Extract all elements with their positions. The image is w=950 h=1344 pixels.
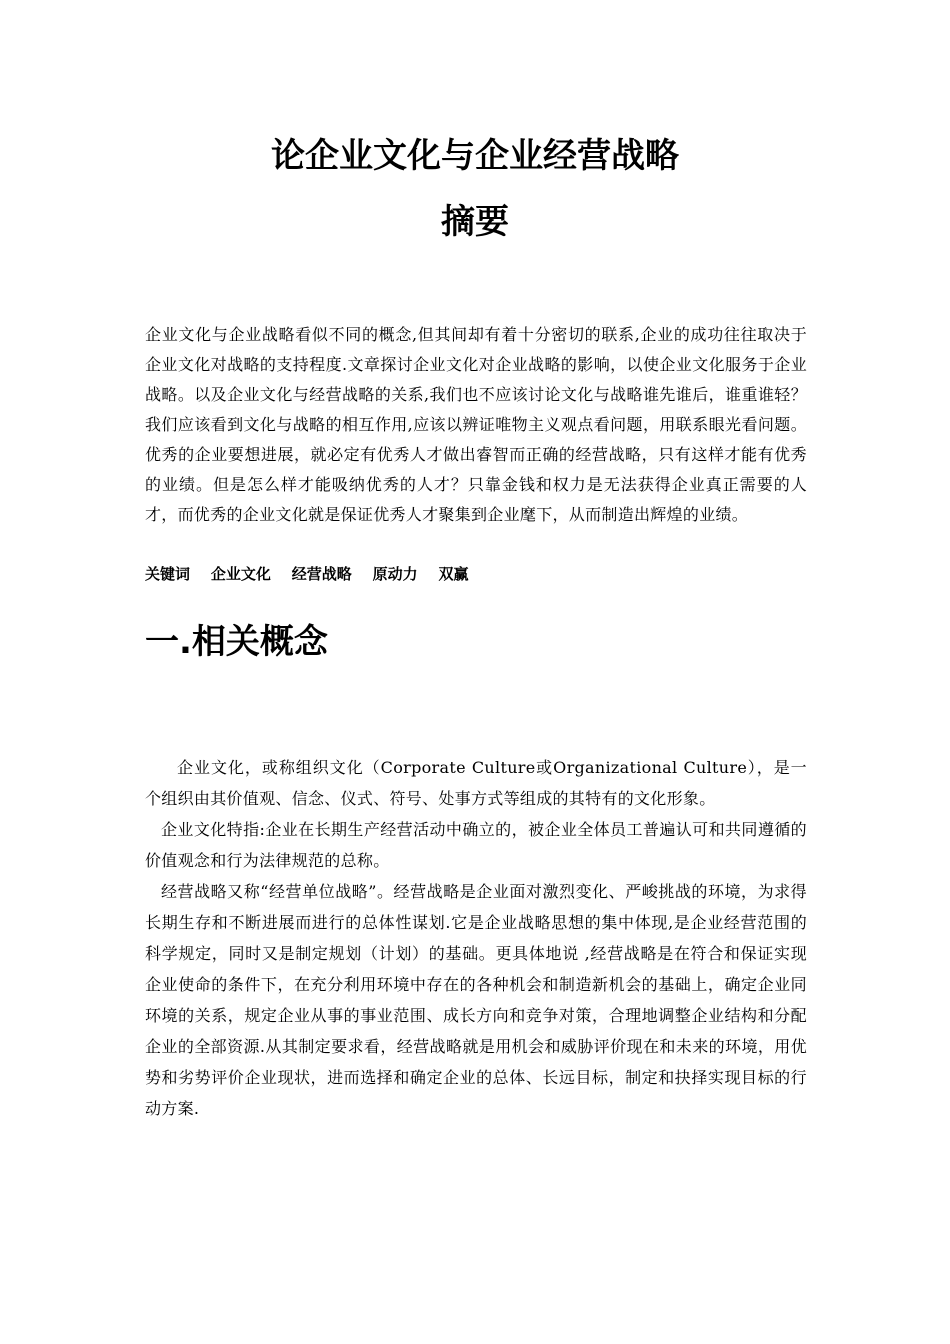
section-body bbox=[145, 752, 807, 1124]
abstract-paragraph bbox=[145, 320, 807, 530]
keywords-line: 关键词 企业文化 经营战略 原动力 双赢 bbox=[145, 565, 469, 583]
abstract-heading: 摘要 bbox=[441, 202, 509, 242]
section-heading: 一.相关概念 bbox=[145, 622, 328, 662]
paragraph-corporate-culture: 企业文化，或称组织文化（Corporate Culture或Organizational Culture），是一个组织由其价值观、信念、仪式、符号、处事方式等组成的其特有的文化形象。 bbox=[145, 758, 807, 808]
paragraph-culture-definition: 企业文化特指:企业在长期生产经营活动中确立的，被企业全体员工普遍认可和共同遵循的价值观念和行为法律规范的总称。 bbox=[145, 820, 807, 870]
document-title: 论企业文化与企业经营战略 bbox=[271, 136, 679, 176]
paragraph-business-strategy: 经营战略又称“经营单位战略”。经营战略是企业面对激烈变化、严峻挑战的环境，为求得长期生存和不断进展而进行的总体性谋划.它是企业战略思想的集中体现,是企业经营范围的科学规定，同时又是制定规划（计划）的基础。更具体地说 ,经营战略是在符合和保证实现企业使命的条件下，在充分利用环境中存在的各种机会和制造新机会的基础上，确定企业同环境的关系，规定企业从事的事业范围、成长方向和竞争对策，合理地调整企业结构和分配企业的全部资源.从其制定要求看，经营战略就是用机会和威胁评价现在和未来的环境，用优势和劣势评价企业现状，进而选择和确定企业的总体、长远目标，制定和抉择实现目标的行动方案. bbox=[145, 882, 807, 1118]
abstract-text: 企业文化与企业战略看似不同的概念,但其间却有着十分密切的联系,企业的成功往往取决于企业文化对战略的支持程度.文章探讨企业文化对企业战略的影响，以使企业文化服务于企业战略。以及企业文化与经营战略的关系,我们也不应该讨论文化与战略谁先谁后，谁重谁轻？我们应该看到文化与战略的相互作用,应该以辨证唯物主义观点看问题，用联系眼光看问题。优秀的企业要想进展，就必定有优秀人才做出睿智而正确的经营战略，只有这样才能有优秀的业绩。但是怎么样才能吸纳优秀的人才？只靠金钱和权力是无法获得企业真正需要的人才，而优秀的企业文化就是保证优秀人才聚集到企业麾下，从而制造出辉煌的业绩。 bbox=[145, 325, 807, 524]
